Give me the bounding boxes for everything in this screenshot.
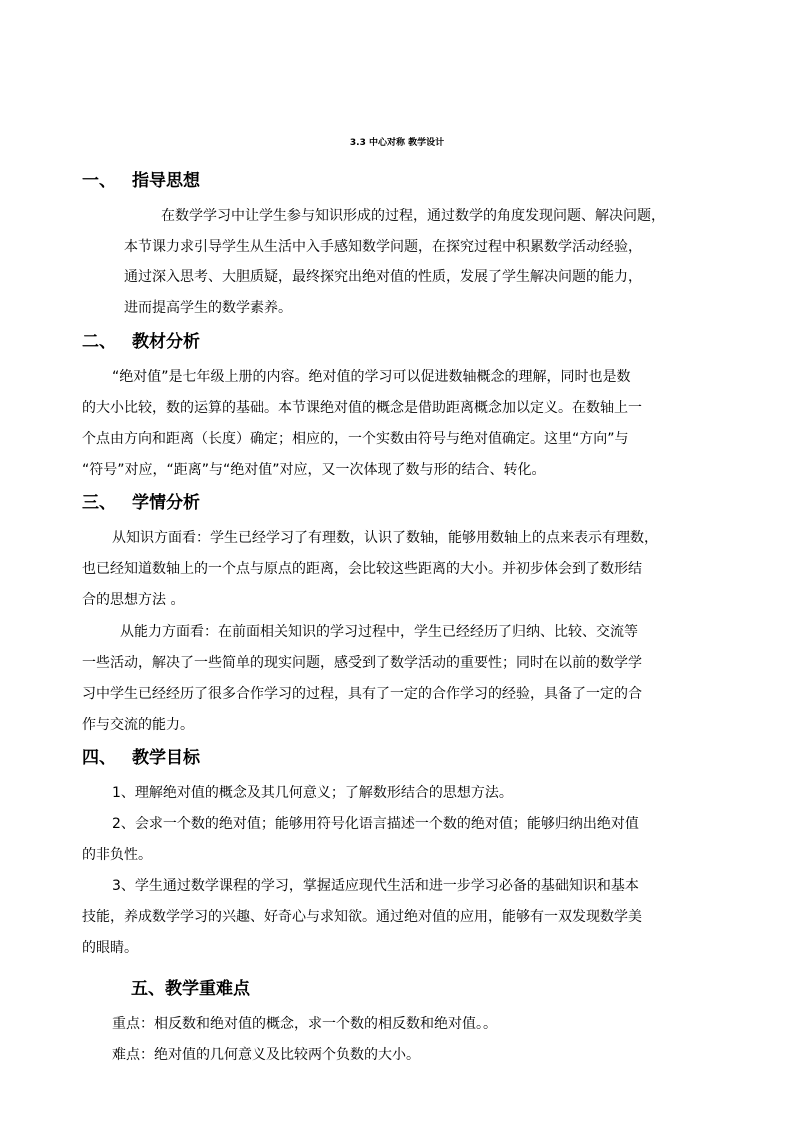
- section-heading-key-difficult-points: [131, 976, 250, 1002]
- section-number: 三、: [82, 493, 116, 513]
- section-heading-text: 教学目标: [132, 748, 200, 768]
- paragraph-line: 也已经知道数轴上的一个点与原点的距离，会比较这些距离的大小。并初步体会到了数形结: [82, 561, 642, 577]
- section-number: 四、: [82, 748, 116, 768]
- paragraph-line: “绝对值”是七年级上册的内容。绝对值的学习可以促进数轴概念的理解，同时也是数: [112, 369, 631, 385]
- document-title: 3.3 中心对称 教学设计: [349, 138, 445, 148]
- paragraph-line: 技能，养成数学学习的兴趣、好奇心与求知欲。通过绝对值的应用，能够有一双发现数学美: [82, 909, 642, 925]
- section-heading-text: 学情分析: [132, 493, 200, 513]
- paragraph-line: 从能力方面看：在前面相关知识的学习过程中，学生已经经历了归纳、比较、交流等: [120, 624, 638, 640]
- paragraph-line: 个点由方向和距离（长度）确定；相应的，一个实数由符号与绝对值确定。这里“方向”与: [82, 431, 629, 447]
- paragraph-line: 习中学生已经经历了很多合作学习的过程，具有了一定的合作学习的经验，具备了一定的合: [82, 686, 642, 702]
- section-heading-student-analysis: [82, 490, 200, 516]
- paragraph-line: 难点：绝对值的几何意义及比较两个负数的大小。: [112, 1047, 420, 1063]
- paragraph-line: 合的思想方法 。: [82, 592, 185, 608]
- paragraph-line: 作与交流的能力。: [82, 717, 194, 733]
- section-heading-teaching-objectives: [82, 745, 200, 771]
- paragraph-line: 3、学生通过数学课程的学习，掌握适应现代生活和进一步学习必备的基础知识和基本: [112, 878, 639, 894]
- section-heading-text: 五、教学重难点: [131, 979, 250, 999]
- section-heading-text: 教材分析: [132, 332, 200, 352]
- paragraph-line: 的眼睛。: [82, 940, 138, 956]
- paragraph-line: 在数学学习中让学生参与知识形成的过程，通过数学的角度发现问题、解决问题，: [161, 208, 665, 224]
- paragraph-line: 进而提高学生的数学素养。: [124, 300, 292, 316]
- paragraph-line: 的大小比较，数的运算的基础。本节课绝对值的概念是借助距离概念加以定义。在数轴上一: [82, 400, 642, 416]
- paragraph-line: 从知识方面看：学生已经学习了有理数，认识了数轴，能够用数轴上的点来表示有理数，: [112, 530, 658, 546]
- paragraph-line: 重点：相反数和绝对值的概念，求一个数的相反数和绝对值。。: [112, 1016, 497, 1032]
- paragraph-line: 1、理解绝对值的概念及其几何意义；了解数形结合的思想方法。: [112, 785, 513, 801]
- section-heading-guiding-ideology: [82, 168, 200, 194]
- paragraph-line: 一些活动，解决了一些简单的现实问题，感受到了数学活动的重要性；同时在以前的数学学: [82, 655, 642, 671]
- paragraph-line: 本节课力求引导学生从生活中入手感知数学问题，在探究过程中积累数学活动经验，: [124, 239, 642, 255]
- paragraph-line: 通过深入思考、大胆质疑，最终探究出绝对值的性质，发展了学生解决问题的能力，: [124, 269, 642, 285]
- paragraph-line: 2、会求一个数的绝对值；能够用符号化语言描述一个数的绝对值；能够归纳出绝对值: [112, 816, 639, 832]
- section-number: 二、: [82, 332, 116, 352]
- section-heading-textbook-analysis: [82, 329, 200, 355]
- section-heading-text: 指导思想: [132, 171, 200, 191]
- paragraph-line: 的非负性。: [82, 847, 152, 863]
- paragraph-line: “符号”对应，“距离”与“绝对值”对应，又一次体现了数与形的结合、转化。: [82, 462, 546, 478]
- section-number: 一、: [82, 171, 116, 191]
